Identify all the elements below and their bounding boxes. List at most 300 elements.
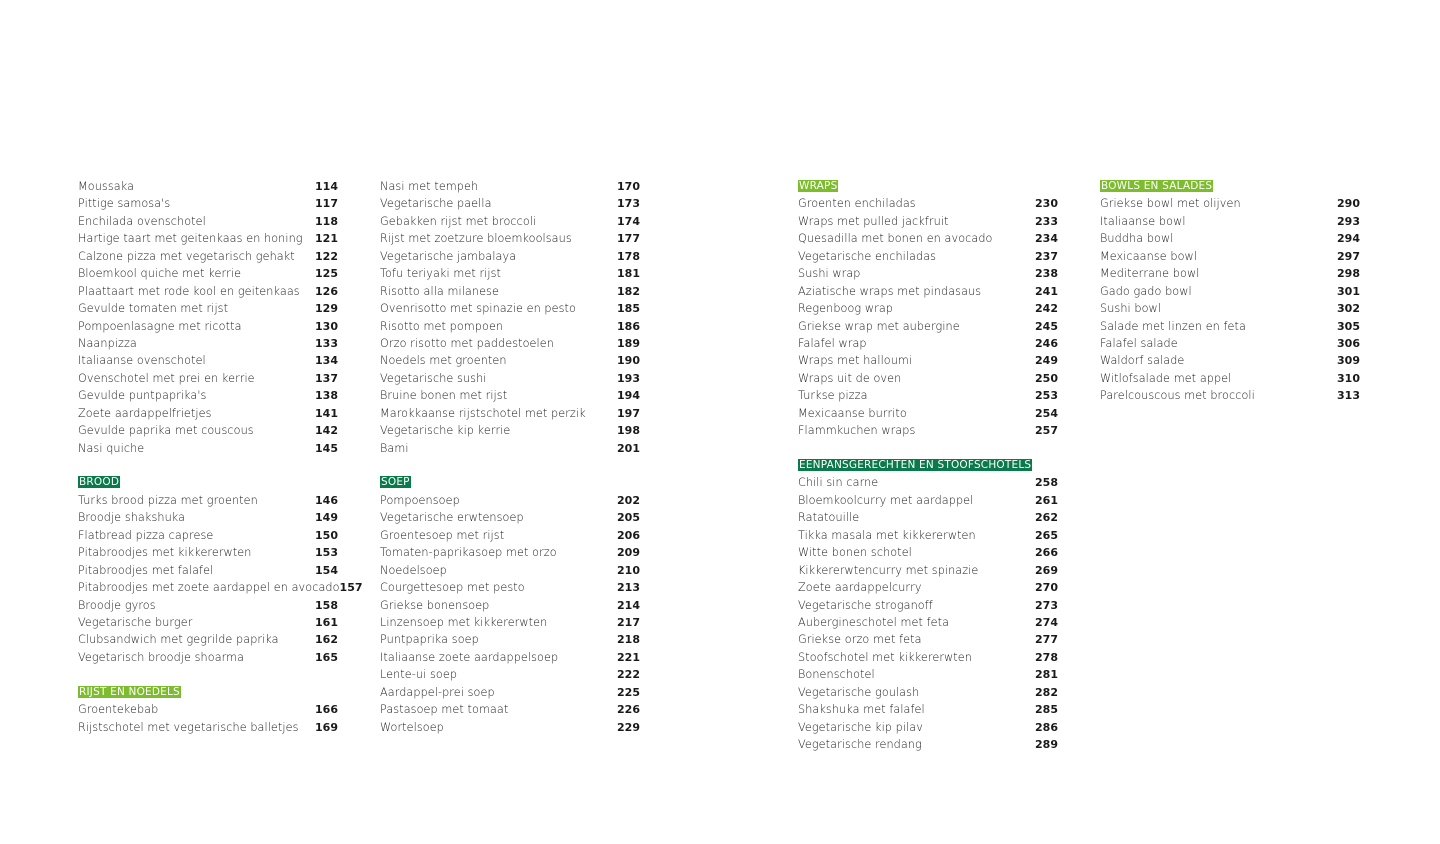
page-number: 213 — [617, 581, 640, 595]
recipe-title: Chili sin carne — [798, 476, 879, 490]
recipe-title: Aubergineschotel met feta — [798, 615, 950, 629]
page-number: 266 — [1035, 546, 1058, 560]
page-number: 245 — [1035, 319, 1058, 333]
toc-entry — [380, 562, 640, 579]
toc-entry — [78, 405, 338, 422]
recipe-title: Rijstschotel met vegetarische balletjes — [78, 720, 299, 734]
section-heading — [78, 474, 338, 491]
page-number: 189 — [617, 336, 640, 350]
recipe-title: Pompoenlasagne met ricotta — [78, 319, 242, 333]
page-number: 153 — [315, 546, 338, 560]
page-number: 129 — [315, 302, 338, 316]
page-number: 149 — [315, 511, 338, 525]
recipe-title: Tikka masala met kikkererwten — [798, 528, 976, 542]
page-number: 258 — [1035, 476, 1058, 490]
recipe-title: Turks brood pizza met groenten — [78, 493, 258, 507]
page-number: 237 — [1035, 249, 1058, 263]
page-number: 117 — [315, 197, 338, 211]
page-number: 194 — [617, 389, 640, 403]
toc-entry — [78, 213, 338, 230]
page-number: 261 — [1035, 493, 1058, 507]
page-number: 305 — [1337, 319, 1360, 333]
recipe-title: Bloemkool quiche met kerrie — [78, 267, 242, 281]
page-number: 145 — [315, 441, 338, 455]
toc-entry — [798, 248, 1058, 265]
toc-entry — [798, 283, 1058, 300]
recipe-title: Vegetarische paella — [380, 197, 492, 211]
page-number: 158 — [315, 598, 338, 612]
toc-entry — [380, 213, 640, 230]
recipe-title: Tomaten-paprikasoep met orzo — [380, 546, 557, 560]
page-number: 250 — [1035, 371, 1058, 385]
toc-entry — [1100, 370, 1360, 387]
page-number: 198 — [617, 424, 640, 438]
toc-entry — [78, 230, 338, 247]
toc-entry — [798, 213, 1058, 230]
recipe-title: Rijst met zoetzure bloemkoolsaus — [380, 232, 572, 246]
toc-entry — [78, 283, 338, 300]
page-number: 306 — [1337, 336, 1360, 350]
toc-entry — [798, 736, 1058, 753]
toc-entry — [78, 352, 338, 369]
page-number: 165 — [315, 650, 338, 664]
toc-entry — [380, 283, 640, 300]
recipe-title: Aardappel-prei soep — [380, 685, 495, 699]
toc-entry — [380, 422, 640, 439]
page-number: 146 — [315, 493, 338, 507]
toc-entry — [78, 387, 338, 404]
page-number: 238 — [1035, 267, 1058, 281]
recipe-title: Bloemkoolcurry met aardappel — [798, 493, 974, 507]
section-heading-label: EENPANSGERECHTEN EN STOOFSCHOTELS — [799, 459, 1032, 471]
recipe-title: Bami — [380, 441, 409, 455]
recipe-title: Groentesoep met rijst — [380, 528, 505, 542]
page-number: 121 — [315, 232, 338, 246]
recipe-title: Lente-ui soep — [380, 668, 458, 682]
toc-entry — [798, 666, 1058, 683]
recipe-title: Ovenrisotto met spinazie en pesto — [380, 302, 576, 316]
toc-entry — [798, 527, 1058, 544]
toc-entry — [380, 614, 640, 631]
page-number: 185 — [617, 302, 640, 316]
recipe-title: Noedels met groenten — [380, 354, 507, 368]
toc-entry — [798, 405, 1058, 422]
section-heading — [798, 457, 1058, 474]
page-number: 125 — [315, 267, 338, 281]
toc-entry — [380, 666, 640, 683]
recipe-title: Vegetarische burger — [78, 615, 193, 629]
toc-entry — [78, 318, 338, 335]
toc-entry — [78, 701, 338, 718]
recipe-title: Pitabroodjes met kikkererwten — [78, 546, 252, 560]
page-number: 177 — [617, 232, 640, 246]
page-number: 126 — [315, 284, 338, 298]
recipe-title: Griekse bowl met olijven — [1100, 197, 1241, 211]
recipe-title: Mexicaanse bowl — [1100, 249, 1197, 263]
page-number: 233 — [1035, 214, 1058, 228]
recipe-title: Sushi wrap — [798, 267, 861, 281]
page-number: 193 — [617, 371, 640, 385]
toc-entry — [1100, 352, 1360, 369]
page-number: 273 — [1035, 598, 1058, 612]
page-number: 230 — [1035, 197, 1058, 211]
toc-entry — [798, 719, 1058, 736]
page-number: 301 — [1337, 284, 1360, 298]
recipe-title: Salade met linzen en feta — [1100, 319, 1246, 333]
recipe-title: Vegetarische rendang — [798, 738, 922, 751]
recipe-title: Hartige taart met geitenkaas en honing — [78, 232, 303, 246]
recipe-title: Enchilada ovenschotel — [78, 214, 206, 228]
recipe-title: Vegetarische sushi — [380, 371, 487, 385]
page-number: 141 — [315, 406, 338, 420]
recipe-title: Italiaanse zoete aardappelsoep — [380, 650, 559, 664]
page-number: 310 — [1337, 371, 1360, 385]
recipe-title: Moussaka — [78, 180, 135, 193]
toc-entry — [798, 509, 1058, 526]
recipe-title: Orzo risotto met paddestoelen — [380, 336, 554, 350]
toc-column-2 — [380, 178, 640, 736]
section-heading-label: SOEP — [381, 476, 410, 489]
toc-entry — [380, 631, 640, 648]
recipe-title: Naanpizza — [78, 336, 137, 350]
toc-entry — [798, 544, 1058, 561]
recipe-title: Wraps met pulled jackfruit — [798, 214, 949, 228]
toc-entry — [798, 422, 1058, 439]
toc-entry — [380, 265, 640, 282]
page-number: 242 — [1035, 302, 1058, 316]
recipe-title: Nasi met tempeh — [380, 180, 479, 193]
page-number: 262 — [1035, 511, 1058, 525]
recipe-title: Zoete aardappelcurry — [798, 581, 922, 595]
toc-entry — [78, 631, 338, 648]
toc-entry — [380, 352, 640, 369]
page-number: 226 — [617, 703, 640, 717]
recipe-title: Vegetarisch broodje shoarma — [78, 650, 245, 664]
page-number: 309 — [1337, 354, 1360, 368]
toc-entry — [380, 719, 640, 736]
toc-entry — [380, 649, 640, 666]
recipe-title: Tofu teriyaki met rijst — [380, 267, 502, 281]
recipe-title: Vegetarische jambalaya — [380, 249, 517, 263]
recipe-title: Italiaanse bowl — [1100, 214, 1186, 228]
toc-entry — [798, 631, 1058, 648]
page-number: 281 — [1035, 668, 1058, 682]
page-number: 297 — [1337, 249, 1360, 263]
page-number: 270 — [1035, 581, 1058, 595]
toc-entry — [78, 649, 338, 666]
toc-entry — [380, 230, 640, 247]
recipe-title: Puntpaprika soep — [380, 633, 479, 647]
toc-entry — [1100, 265, 1360, 282]
toc-entry — [380, 178, 640, 195]
recipe-title: Parelcouscous met broccoli — [1100, 389, 1255, 403]
toc-entry — [798, 474, 1058, 491]
page-number: 154 — [315, 563, 338, 577]
toc-entry — [798, 387, 1058, 404]
toc-entry — [1100, 195, 1360, 212]
recipe-title: Noedelsoep — [380, 563, 447, 577]
toc-entry — [798, 318, 1058, 335]
recipe-title: Mexicaanse burrito — [798, 406, 907, 420]
page-number: 265 — [1035, 528, 1058, 542]
toc-entry — [798, 335, 1058, 352]
recipe-title: Groentekebab — [78, 703, 159, 717]
recipe-title: Pittige samosa's — [78, 197, 171, 211]
toc-entry — [798, 230, 1058, 247]
recipe-title: Stoofschotel met kikkererwten — [798, 650, 972, 664]
recipe-title: Pastasoep met tomaat — [380, 703, 509, 717]
toc-entry — [380, 335, 640, 352]
page-number: 290 — [1337, 197, 1360, 211]
toc-entry — [78, 597, 338, 614]
toc-entry — [1100, 213, 1360, 230]
page-number: 170 — [617, 180, 640, 193]
recipe-title: Vegetarische stroganoff — [798, 598, 933, 612]
recipe-title: Pitabroodjes met falafel — [78, 563, 214, 577]
recipe-title: Marokkaanse rijstschotel met perzik — [380, 406, 586, 420]
toc-column-1 — [78, 178, 363, 736]
toc-column-4 — [1100, 178, 1360, 405]
toc-entry — [380, 248, 640, 265]
toc-entry — [380, 579, 640, 596]
recipe-title: Linzensoep met kikkererwten — [380, 615, 548, 629]
page-number: 114 — [315, 180, 338, 193]
toc-entry — [1100, 387, 1360, 404]
recipe-title: Ratatouille — [798, 511, 860, 525]
section-heading-label: BROOD — [79, 476, 120, 489]
page-number: 161 — [315, 615, 338, 629]
page-number: 169 — [315, 720, 338, 734]
toc-entry — [380, 195, 640, 212]
page-number: 206 — [617, 528, 640, 542]
page-number: 214 — [617, 598, 640, 612]
page-number: 201 — [617, 441, 640, 455]
toc-entry — [78, 422, 338, 439]
page-number: 182 — [617, 284, 640, 298]
recipe-title: Wraps uit de oven — [798, 371, 902, 385]
toc-entry — [380, 440, 640, 457]
recipe-title: Broodje gyros — [78, 598, 156, 612]
page-number: 274 — [1035, 615, 1058, 629]
page-number: 130 — [315, 319, 338, 333]
page-number: 217 — [617, 615, 640, 629]
toc-entry — [380, 300, 640, 317]
toc-entry — [78, 178, 338, 195]
page-number: 122 — [315, 249, 338, 263]
recipe-title: Groenten enchiladas — [798, 197, 916, 211]
toc-entry — [380, 701, 640, 718]
page-number: 294 — [1337, 232, 1360, 246]
page-number: 138 — [315, 389, 338, 403]
toc-entry — [380, 318, 640, 335]
recipe-title: Aziatische wraps met pindasaus — [798, 284, 982, 298]
toc-entry — [798, 300, 1058, 317]
page-number: 186 — [617, 319, 640, 333]
recipe-title: Zoete aardappelfrietjes — [78, 406, 212, 420]
toc-entry — [1100, 318, 1360, 335]
toc-entry — [798, 614, 1058, 631]
page-number: 209 — [617, 546, 640, 560]
recipe-title: Flammkuchen wraps — [798, 424, 916, 438]
toc-entry — [798, 649, 1058, 666]
page-number: 190 — [617, 354, 640, 368]
toc-entry — [1100, 300, 1360, 317]
page-number: 277 — [1035, 633, 1058, 647]
toc-entry — [78, 544, 338, 561]
toc-entry — [1100, 335, 1360, 352]
toc-entry — [78, 370, 338, 387]
toc-entry — [798, 265, 1058, 282]
section-heading — [798, 178, 1058, 195]
page-number: 137 — [315, 371, 338, 385]
recipe-title: Kikkererwtencurry met spinazie — [798, 563, 979, 577]
page-number: 162 — [315, 633, 338, 647]
recipe-title: Pompoensoep — [380, 493, 460, 507]
recipe-title: Risotto met pompoen — [380, 319, 504, 333]
toc-entry — [798, 352, 1058, 369]
page-number: 298 — [1337, 267, 1360, 281]
toc-entry — [78, 579, 363, 596]
page-number: 173 — [617, 197, 640, 211]
page-number: 178 — [617, 249, 640, 263]
recipe-title: Griekse bonensoep — [380, 598, 490, 612]
page-number: 254 — [1035, 406, 1058, 420]
toc-entry — [798, 579, 1058, 596]
recipe-title: Wraps met halloumi — [798, 354, 913, 368]
toc-entry — [78, 614, 338, 631]
page-number: 210 — [617, 563, 640, 577]
toc-entry — [78, 527, 338, 544]
section-heading-label: RIJST EN NOEDELS — [79, 685, 180, 698]
recipe-title: Gado gado bowl — [1100, 284, 1192, 298]
page-number: 249 — [1035, 354, 1058, 368]
toc-entry — [1100, 283, 1360, 300]
page-number: 257 — [1035, 424, 1058, 438]
toc-entry — [78, 509, 338, 526]
page-number: 202 — [617, 493, 640, 507]
toc-entry — [78, 195, 338, 212]
page-number: 229 — [617, 720, 640, 734]
toc-entry — [78, 562, 338, 579]
section-heading-label: BOWLS EN SALADES — [1101, 180, 1213, 192]
page-number: 234 — [1035, 232, 1058, 246]
toc-entry — [1100, 230, 1360, 247]
page-number: 282 — [1035, 685, 1058, 699]
recipe-title: Waldorf salade — [1100, 354, 1185, 368]
recipe-title: Regenboog wrap — [798, 302, 894, 316]
section-heading — [78, 684, 338, 701]
page-number: 253 — [1035, 389, 1058, 403]
recipe-title: Quesadilla met bonen en avocado — [798, 232, 993, 246]
recipe-title: Griekse orzo met feta — [798, 633, 922, 647]
recipe-title: Bonenschotel — [798, 668, 875, 682]
page-number: 278 — [1035, 650, 1058, 664]
recipe-title: Vegetarische enchiladas — [798, 249, 937, 263]
page-number: 225 — [617, 685, 640, 699]
page-number: 289 — [1035, 738, 1058, 751]
recipe-title: Clubsandwich met gegrilde paprika — [78, 633, 279, 647]
toc-column-3 — [798, 178, 1058, 753]
recipe-title: Sushi bowl — [1100, 302, 1161, 316]
recipe-title: Buddha bowl — [1100, 232, 1174, 246]
page-number: 286 — [1035, 720, 1058, 734]
page-number: 293 — [1337, 214, 1360, 228]
recipe-title: Pitabroodjes met zoete aardappel en avocado — [78, 581, 340, 595]
toc-entry — [78, 440, 338, 457]
page-number: 302 — [1337, 302, 1360, 316]
recipe-title: Gebakken rijst met broccoli — [380, 214, 537, 228]
recipe-title: Ovenschotel met prei en kerrie — [78, 371, 255, 385]
toc-entry — [380, 684, 640, 701]
section-heading-label: WRAPS — [799, 180, 838, 192]
recipe-title: Turkse pizza — [798, 389, 868, 403]
page-number: 221 — [617, 650, 640, 664]
recipe-title: Courgettesoep met pesto — [380, 581, 525, 595]
section-heading — [380, 474, 640, 491]
recipe-title: Italiaanse ovenschotel — [78, 354, 206, 368]
toc-entry — [798, 562, 1058, 579]
toc-entry — [78, 300, 338, 317]
page-number: 134 — [315, 354, 338, 368]
page-number: 197 — [617, 406, 640, 420]
toc-entry — [380, 492, 640, 509]
recipe-title: Falafel wrap — [798, 336, 867, 350]
recipe-title: Falafel salade — [1100, 336, 1178, 350]
toc-entry — [78, 265, 338, 282]
recipe-title: Gevulde puntpaprika's — [78, 389, 207, 403]
toc-entry — [798, 492, 1058, 509]
page-number: 222 — [617, 668, 640, 682]
toc-entry — [78, 335, 338, 352]
recipe-title: Nasi quiche — [78, 441, 145, 455]
page-number: 157 — [339, 581, 363, 595]
page-number: 181 — [617, 267, 640, 281]
toc-entry — [78, 492, 338, 509]
recipe-title: Vegetarische erwtensoep — [380, 511, 524, 525]
recipe-title: Vegetarische kip kerrie — [380, 424, 511, 438]
toc-entry — [380, 370, 640, 387]
toc-entry — [78, 719, 338, 736]
page-number: 150 — [315, 528, 338, 542]
recipe-title: Wortelsoep — [380, 720, 444, 734]
toc-entry — [798, 597, 1058, 614]
toc-entry — [380, 387, 640, 404]
page-number: 285 — [1035, 703, 1058, 717]
recipe-title: Gevulde tomaten met rijst — [78, 302, 229, 316]
recipe-title: Griekse wrap met aubergine — [798, 319, 960, 333]
page-number: 218 — [617, 633, 640, 647]
recipe-title: Mediterrane bowl — [1100, 267, 1200, 281]
section-heading — [1100, 178, 1360, 195]
page-number: 313 — [1337, 389, 1360, 403]
page-number: 133 — [315, 336, 338, 350]
toc-entry — [380, 509, 640, 526]
recipe-title: Witlofsalade met appel — [1100, 371, 1232, 385]
toc-entry — [798, 370, 1058, 387]
toc-entry — [380, 544, 640, 561]
page-number: 118 — [315, 214, 338, 228]
recipe-title: Vegetarische kip pilav — [798, 720, 923, 734]
toc-entry — [798, 701, 1058, 718]
recipe-title: Vegetarische goulash — [798, 685, 920, 699]
page-number: 246 — [1035, 336, 1058, 350]
toc-entry — [798, 684, 1058, 701]
page-number: 166 — [315, 703, 338, 717]
page-number: 142 — [315, 424, 338, 438]
recipe-title: Shakshuka met falafel — [798, 703, 925, 717]
recipe-title: Witte bonen schotel — [798, 546, 912, 560]
recipe-title: Broodje shakshuka — [78, 511, 186, 525]
